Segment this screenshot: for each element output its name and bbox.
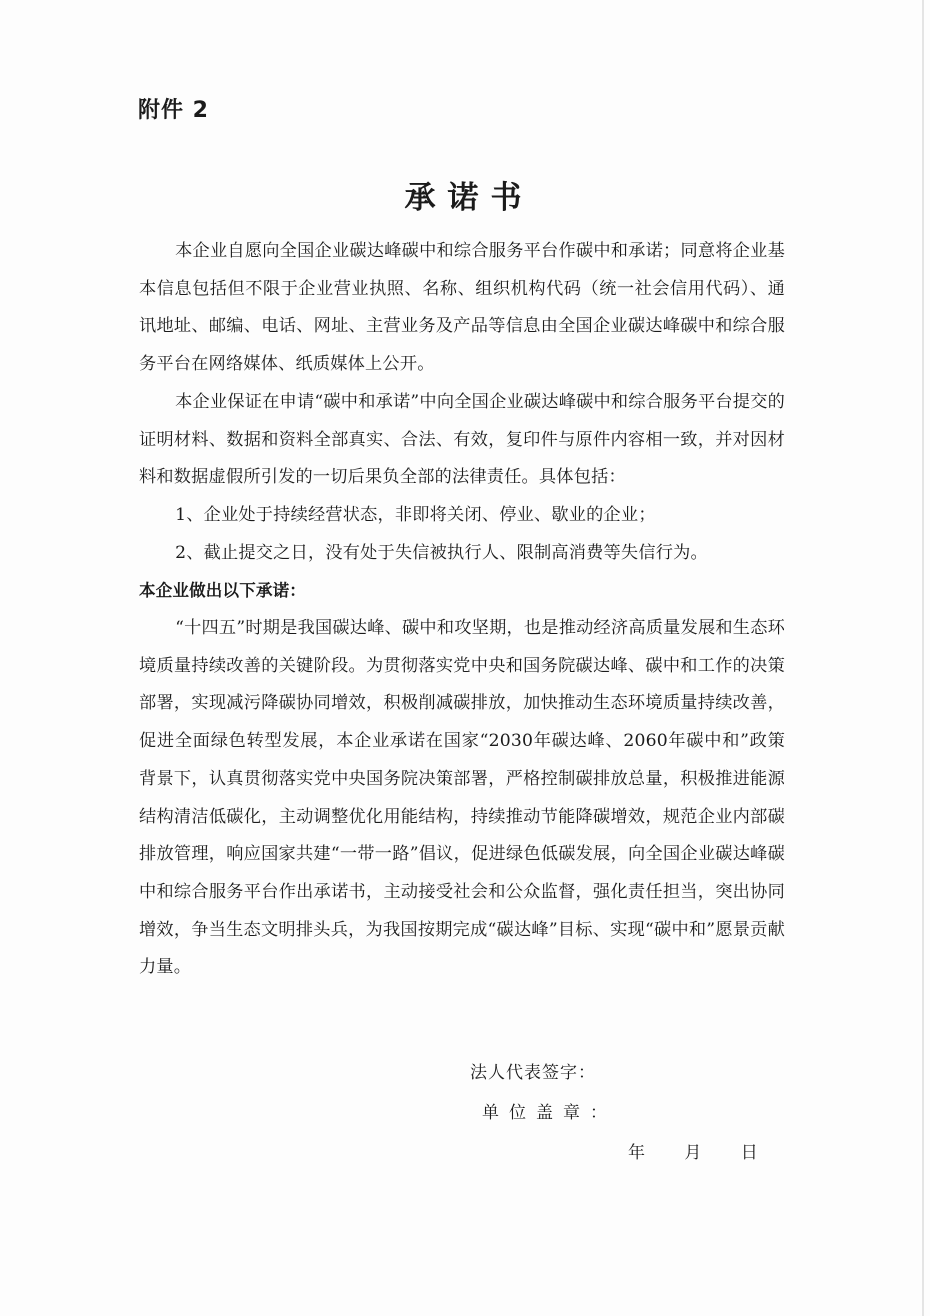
paragraph-commitment: “十四五”时期是我国碳达峰、碳中和攻坚期，也是推动经济高质量发展和生态环境质量持续改善的关键阶段。为贯彻落实党中央和国务院碳达峰、碳中和工作的决策部署，实现减污降碳协同增效，积极削减碳排放，加快推动生态环境质量持续改善，促进全面绿色转型发展，本企业承诺在国家“2030年碳达峰、2060年碳中和”政策背景下，认真贯彻落实党中央国务院决策部署，严格控制碳排放总量，积极推进能源结构清洁低碳化，主动调整优化用能结构，持续推动节能降碳增效，规范企业内部碳排放管理，响应国家共建“一带一路”倡议，促进绿色低碳发展，向全国企业碳达峰碳中和综合服务平台作出承诺书，主动接受社会和公众监督，强化责任担当，突出协同增效，争当生态文明排头兵，为我国按期完成“碳达峰”目标、实现“碳中和”愿景贡献力量。: [139, 618, 785, 978]
company-seal-label: 单位盖章：: [482, 1103, 617, 1123]
document-title: 承诺书: [404, 180, 534, 216]
paragraph-guarantee: 本企业保证在申请“碳中和承诺”中向全国企业碳达峰碳中和综合服务平台提交的证明材料、数据和资料全部真实、合法、有效，复印件与原件内容相一致，并对因材料和数据虚假所引发的一切后果负全部的法律责任。具体包括：: [139, 391, 785, 488]
paragraph-item-1: 1、企业处于持续经营状态，非即将关闭、停业、歇业的企业；: [175, 504, 656, 525]
legal-representative-signature-label: 法人代表签字：: [470, 1063, 596, 1083]
paragraph-item-2: 2、截止提交之日，没有处于失信被执行人、限制高消费等失信行为。: [175, 542, 708, 563]
document-body: [139, 233, 785, 987]
paragraph-consent: 本企业自愿向全国企业碳达峰碳中和综合服务平台作碳中和承诺；同意将企业基本信息包括但不限于企业营业执照、名称、组织机构代码（统一社会信用代码）、通讯地址、邮编、电话、网址、主营业务及产品等信息由全国企业碳达峰碳中和综合服务平台在网络媒体、纸质媒体上公开。: [139, 241, 785, 375]
commitment-heading: 本企业做出以下承诺：: [139, 581, 306, 601]
date-label: 年 月 日: [628, 1143, 758, 1163]
attachment-label: 附件 2: [138, 98, 209, 123]
